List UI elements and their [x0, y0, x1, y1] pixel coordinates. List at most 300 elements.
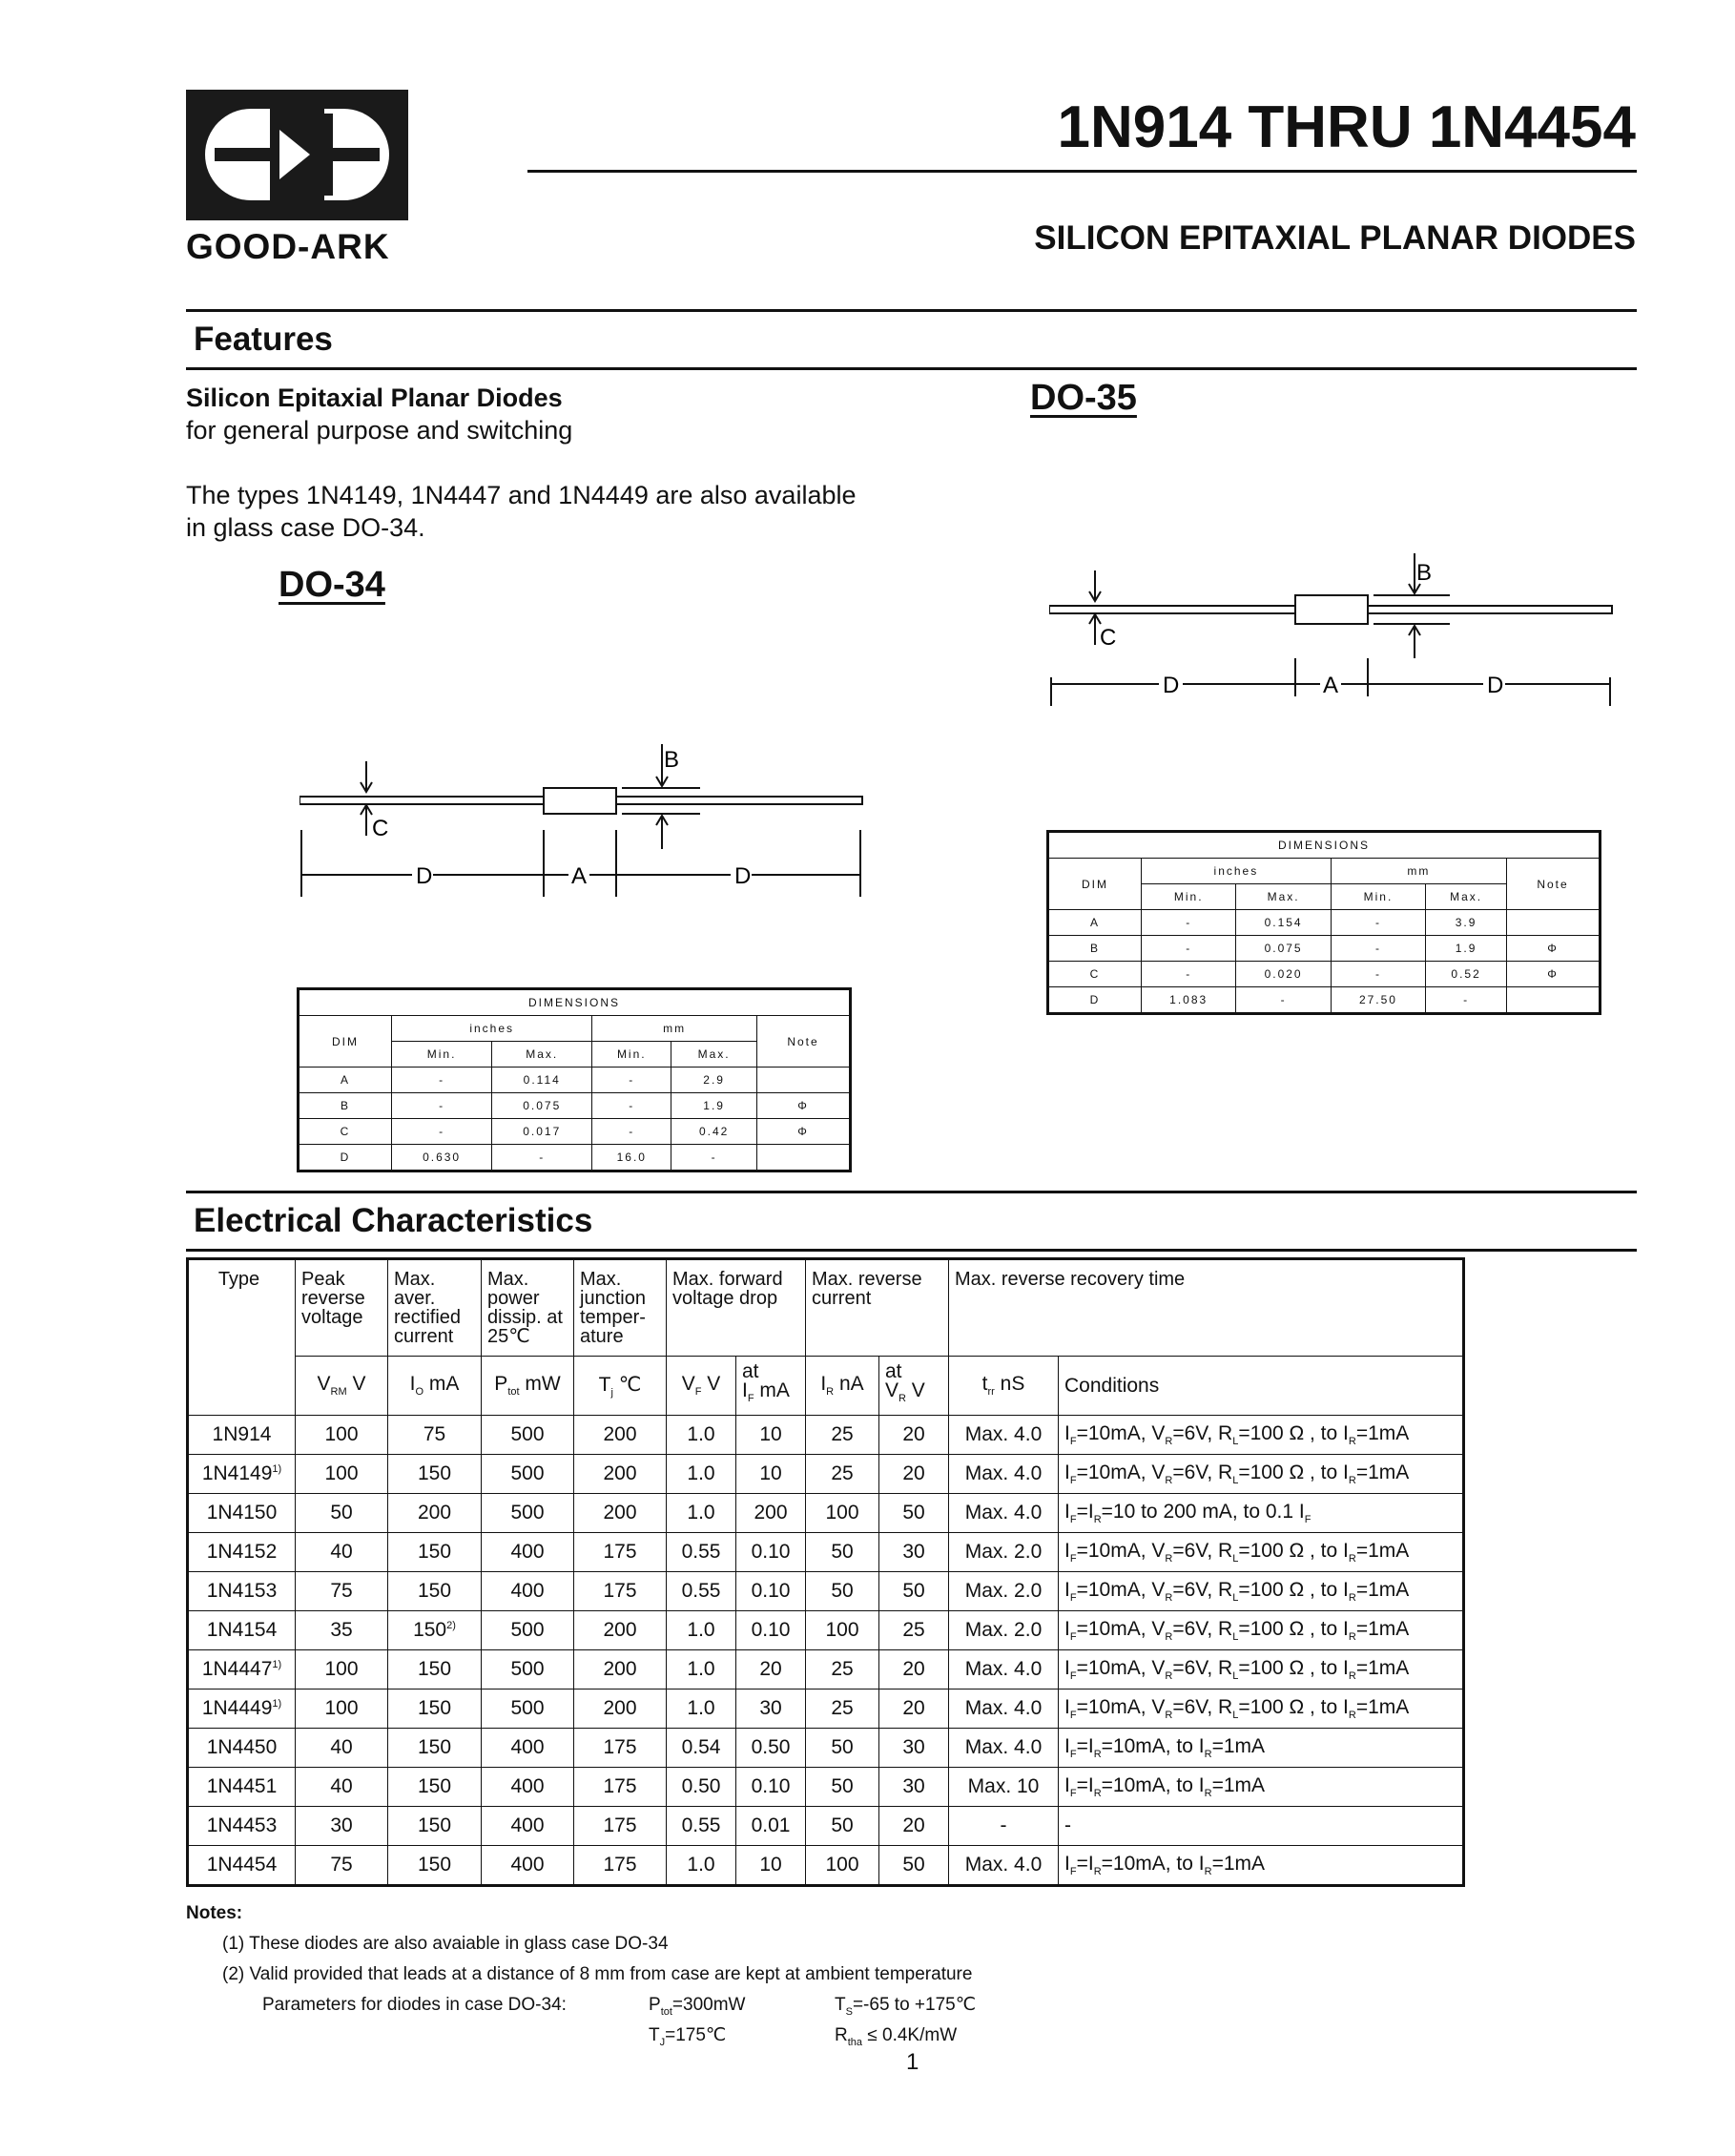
- min-header: Min.: [1331, 884, 1425, 910]
- tj-cell: 200: [574, 1494, 667, 1533]
- dim-cell: -: [592, 1093, 671, 1119]
- dim-cell: 0.017: [492, 1119, 592, 1145]
- max-header: Max.: [1426, 884, 1507, 910]
- type-name: 1N4454: [206, 1854, 278, 1876]
- divider: [527, 170, 1637, 173]
- io-value: 150: [417, 1854, 452, 1876]
- ir-cell: 100: [806, 1494, 879, 1533]
- trr-header: Max. reverse recovery time: [949, 1259, 1464, 1357]
- vf-header: Max. forward voltage drop: [667, 1259, 806, 1357]
- features-line1: Silicon Epitaxial Planar Diodes: [186, 384, 563, 412]
- note-2: (2) Valid provided that leads at a distance of 8 mm from case are kept at ambient temperature: [222, 1964, 973, 1984]
- tj-cell: 175: [574, 1572, 667, 1611]
- dim-cell: -: [1331, 936, 1425, 962]
- if-cell: 0.50: [736, 1729, 806, 1768]
- max-header: Max.: [492, 1042, 592, 1068]
- io-cell: [388, 1650, 482, 1690]
- params-label: Parameters for diodes in case DO-34:: [262, 1995, 567, 2015]
- io-cell: [388, 1455, 482, 1494]
- tj-cell: 200: [574, 1690, 667, 1729]
- dim-cell: [1507, 987, 1601, 1014]
- vrm-unit: $V_{RM}$ V: [296, 1357, 388, 1416]
- dim-cell: 0.075: [1236, 936, 1331, 962]
- dim-cell: B: [1048, 936, 1142, 962]
- table-row: [188, 1494, 1464, 1533]
- type-name: 1N914: [212, 1423, 272, 1445]
- ir-cell: 50: [806, 1807, 879, 1846]
- vr-unit: at $V_R$ V: [879, 1357, 949, 1416]
- footnote-ref: 1): [272, 1659, 282, 1670]
- inches-header: inches: [1142, 859, 1332, 884]
- dim-b-label: B: [1416, 560, 1433, 586]
- type-name: 1N4450: [206, 1736, 278, 1758]
- type-name: 1N4154: [206, 1619, 278, 1641]
- dim-c-label: C: [372, 816, 389, 841]
- dimensions-title: DIMENSIONS: [299, 989, 851, 1016]
- vrm-cell: 100: [296, 1690, 388, 1729]
- type-name: 1N4149: [201, 1462, 273, 1484]
- dim-cell: -: [1142, 936, 1236, 962]
- table-row: [188, 1729, 1464, 1768]
- table-row: [188, 1455, 1464, 1494]
- ptot-cell: 500: [482, 1690, 574, 1729]
- if-cell: 200: [736, 1494, 806, 1533]
- vr-cell: 30: [879, 1533, 949, 1572]
- conditions-cell: $I_F=I_R=10mA$, to $I_R=1mA$: [1059, 1768, 1464, 1807]
- vrm-cell: 30: [296, 1807, 388, 1846]
- ptot-cell: 400: [482, 1846, 574, 1886]
- io-header: Max. aver. rectified current: [388, 1259, 482, 1357]
- vf-unit: $V_F$ V: [667, 1357, 736, 1416]
- ptot-header: Max. power dissip. at 25℃: [482, 1259, 574, 1357]
- io-value: 150: [417, 1736, 452, 1758]
- trr-cell: Max. 2.0: [949, 1533, 1059, 1572]
- notes-heading: Notes:: [186, 1903, 243, 1923]
- vrm-cell: 50: [296, 1494, 388, 1533]
- divider: [186, 367, 1637, 370]
- ptot-cell: 500: [482, 1650, 574, 1690]
- ir-cell: 25: [806, 1690, 879, 1729]
- vrm-cell: 75: [296, 1846, 388, 1886]
- io-cell: [388, 1416, 482, 1455]
- dim-cell: 1.9: [671, 1093, 757, 1119]
- ir-cell: 50: [806, 1572, 879, 1611]
- do34-dimensions-table: [297, 987, 852, 1172]
- ptot-cell: 400: [482, 1572, 574, 1611]
- conditions-cell: $I_F=10mA$, $V_R=6V$, $R_L=100$ Ω , to $I_R=1mA$: [1059, 1650, 1464, 1690]
- vrm-cell: 35: [296, 1611, 388, 1650]
- footnote-ref: 2): [446, 1620, 456, 1631]
- dim-cell: A: [299, 1068, 392, 1093]
- ir-cell: 25: [806, 1650, 879, 1690]
- vf-cell: 1.0: [667, 1611, 736, 1650]
- io-cell: [388, 1572, 482, 1611]
- if-cell: 10: [736, 1416, 806, 1455]
- table-row: [188, 1533, 1464, 1572]
- type-cell: [188, 1455, 296, 1494]
- if-cell: 0.10: [736, 1611, 806, 1650]
- tj-cell: 175: [574, 1729, 667, 1768]
- dim-cell: 0.075: [492, 1093, 592, 1119]
- type-name: 1N4153: [206, 1580, 278, 1602]
- tj-cell: 175: [574, 1768, 667, 1807]
- vr-cell: 30: [879, 1768, 949, 1807]
- if-cell: 0.10: [736, 1572, 806, 1611]
- vf-cell: 0.55: [667, 1572, 736, 1611]
- conditions-cell: $I_F=I_R=10mA$, to $I_R=1mA$: [1059, 1729, 1464, 1768]
- tj-cell: 200: [574, 1455, 667, 1494]
- dim-cell: 0.52: [1426, 962, 1507, 987]
- if-cell: 10: [736, 1455, 806, 1494]
- dim-cell: 1.083: [1142, 987, 1236, 1014]
- table-row: [188, 1690, 1464, 1729]
- dim-cell: C: [299, 1119, 392, 1145]
- dim-cell: [1507, 910, 1601, 936]
- dim-row: [299, 1093, 851, 1119]
- conditions-cell: $I_F=10mA$, $V_R=6V$, $R_L=100$ Ω , to $I_R=1mA$: [1059, 1533, 1464, 1572]
- dim-row: [299, 1068, 851, 1093]
- type-cell: [188, 1611, 296, 1650]
- tj-cell: 200: [574, 1611, 667, 1650]
- min-header: Min.: [1142, 884, 1236, 910]
- ir-unit: $I_R$ nA: [806, 1357, 879, 1416]
- io-value: 150: [417, 1580, 452, 1602]
- param-ptot: $P_{tot}=300mW$: [649, 1995, 746, 2018]
- conditions-cell: $I_F=10mA$, $V_R=6V$, $R_L=100$ Ω , to $I_R=1mA$: [1059, 1455, 1464, 1494]
- type-cell: [188, 1768, 296, 1807]
- dim-cell: -: [592, 1068, 671, 1093]
- note-header: Note: [1507, 859, 1601, 910]
- type-cell: [188, 1416, 296, 1455]
- dim-d-label: D: [734, 863, 752, 889]
- io-value: 150: [417, 1697, 452, 1719]
- dim-cell: 0.630: [392, 1145, 492, 1171]
- ptot-cell: 500: [482, 1611, 574, 1650]
- table-row: [188, 1807, 1464, 1846]
- do34-outline-diagram: [299, 744, 872, 906]
- dim-cell: A: [1048, 910, 1142, 936]
- inches-header: inches: [392, 1016, 592, 1042]
- type-name: 1N4150: [206, 1502, 278, 1524]
- mm-header: mm: [592, 1016, 757, 1042]
- param-ts: $T_S=-65$ to +175℃: [835, 1995, 977, 2018]
- table-row: [188, 1846, 1464, 1886]
- vrm-header: Peak reverse voltage: [296, 1259, 388, 1357]
- vr-cell: 50: [879, 1846, 949, 1886]
- dim-cell: -: [1236, 987, 1331, 1014]
- if-unit: at $I_F$ mA: [736, 1357, 806, 1416]
- tj-unit: $T_j$ ℃: [574, 1357, 667, 1416]
- min-header: Min.: [592, 1042, 671, 1068]
- vr-cell: 20: [879, 1807, 949, 1846]
- tj-cell: 175: [574, 1807, 667, 1846]
- ir-cell: 25: [806, 1455, 879, 1494]
- vf-cell: 1.0: [667, 1416, 736, 1455]
- ir-cell: 25: [806, 1416, 879, 1455]
- if-cell: 0.10: [736, 1768, 806, 1807]
- vf-cell: 0.55: [667, 1807, 736, 1846]
- vr-cell: 50: [879, 1572, 949, 1611]
- conditions-cell: $I_F=10mA$, $V_R=6V$, $R_L=100$ Ω , to $I_R=1mA$: [1059, 1572, 1464, 1611]
- dim-cell: 0.020: [1236, 962, 1331, 987]
- trr-cell: Max. 10: [949, 1768, 1059, 1807]
- io-cell: [388, 1611, 482, 1650]
- dim-cell: -: [492, 1145, 592, 1171]
- ir-cell: 50: [806, 1729, 879, 1768]
- vrm-cell: 40: [296, 1729, 388, 1768]
- io-unit: $I_O$ mA: [388, 1357, 482, 1416]
- dim-cell: -: [1331, 962, 1425, 987]
- do34-dim-rows: [299, 1068, 851, 1171]
- dim-cell: 16.0: [592, 1145, 671, 1171]
- conditions-cell: $I_F=10mA$, $V_R=6V$, $R_L=100$ Ω , to $I_R=1mA$: [1059, 1611, 1464, 1650]
- dim-cell: Φ: [1507, 962, 1601, 987]
- dim-cell: Φ: [757, 1093, 851, 1119]
- io-value: 75: [423, 1423, 446, 1445]
- ptot-cell: 500: [482, 1494, 574, 1533]
- dim-cell: -: [1142, 910, 1236, 936]
- trr-unit: $t_{rr}$ nS: [949, 1357, 1059, 1416]
- io-cell: [388, 1846, 482, 1886]
- table-row: [188, 1768, 1464, 1807]
- do35-outline-diagram: [1049, 553, 1621, 715]
- vr-cell: 20: [879, 1650, 949, 1690]
- dim-d-label: D: [416, 863, 433, 889]
- io-cell: [388, 1494, 482, 1533]
- type-cell: [188, 1807, 296, 1846]
- io-value: 200: [417, 1502, 452, 1524]
- vrm-cell: 100: [296, 1650, 388, 1690]
- dim-cell: 27.50: [1331, 987, 1425, 1014]
- vr-cell: 30: [879, 1729, 949, 1768]
- type-name: 1N4449: [201, 1697, 273, 1719]
- ptot-cell: 400: [482, 1533, 574, 1572]
- dim-cell: [757, 1145, 851, 1171]
- electrical-rows: [188, 1416, 1464, 1886]
- if-cell: 30: [736, 1690, 806, 1729]
- dim-cell: 1.9: [1426, 936, 1507, 962]
- io-value: 150: [417, 1541, 452, 1563]
- conditions-header: Conditions: [1059, 1357, 1464, 1416]
- do35-label: DO-35: [1030, 378, 1137, 418]
- min-header: Min.: [392, 1042, 492, 1068]
- if-cell: 0.01: [736, 1807, 806, 1846]
- divider: [186, 1191, 1637, 1193]
- conditions-cell: $I_F=10mA$, $V_R=6V$, $R_L=100$ Ω , to $I_R=1mA$: [1059, 1690, 1464, 1729]
- dim-cell: 0.114: [492, 1068, 592, 1093]
- type-name: 1N4152: [206, 1541, 278, 1563]
- vr-cell: 25: [879, 1611, 949, 1650]
- io-cell: [388, 1690, 482, 1729]
- conditions-cell: $I_F=10mA$, $V_R=6V$, $R_L=100$ Ω , to $I_R=1mA$: [1059, 1416, 1464, 1455]
- tj-cell: 175: [574, 1533, 667, 1572]
- trr-cell: Max. 4.0: [949, 1650, 1059, 1690]
- logo: [186, 90, 408, 220]
- ptot-cell: 400: [482, 1807, 574, 1846]
- trr-cell: Max. 4.0: [949, 1846, 1059, 1886]
- note-1: (1) These diodes are also avaiable in glass case DO-34: [222, 1934, 669, 1954]
- dim-b-label: B: [664, 747, 680, 773]
- table-row: [188, 1572, 1464, 1611]
- ptot-cell: 500: [482, 1416, 574, 1455]
- vf-cell: 1.0: [667, 1846, 736, 1886]
- io-cell: [388, 1533, 482, 1572]
- if-cell: 10: [736, 1846, 806, 1886]
- conditions-cell: $I_F=I_R=10mA$, to $I_R=1mA$: [1059, 1846, 1464, 1886]
- vrm-cell: 40: [296, 1533, 388, 1572]
- vf-cell: 1.0: [667, 1690, 736, 1729]
- dim-cell: -: [592, 1119, 671, 1145]
- notes: [186, 1898, 1521, 2051]
- mm-header: mm: [1331, 859, 1506, 884]
- type-name: 1N4453: [206, 1814, 278, 1836]
- io-cell: [388, 1768, 482, 1807]
- type-cell: [188, 1533, 296, 1572]
- param-tj: $T_J=175℃$: [649, 2025, 727, 2048]
- table-row: [188, 1611, 1464, 1650]
- type-header: Type: [188, 1259, 296, 1416]
- type-cell: [188, 1690, 296, 1729]
- io-value: 150: [417, 1814, 452, 1836]
- vrm-cell: 100: [296, 1455, 388, 1494]
- tj-cell: 175: [574, 1846, 667, 1886]
- io-cell: [388, 1729, 482, 1768]
- dim-cell: 2.9: [671, 1068, 757, 1093]
- note-header: Note: [757, 1016, 851, 1068]
- dim-cell: Φ: [1507, 936, 1601, 962]
- param-rth: $R_{tha} \le 0.4K/mW$: [835, 2025, 958, 2048]
- trr-cell: Max. 4.0: [949, 1494, 1059, 1533]
- type-cell: [188, 1846, 296, 1886]
- vr-cell: 20: [879, 1416, 949, 1455]
- vr-cell: 50: [879, 1494, 949, 1533]
- ir-cell: 50: [806, 1533, 879, 1572]
- dim-cell: -: [671, 1145, 757, 1171]
- if-cell: 0.10: [736, 1533, 806, 1572]
- dim-cell: -: [1331, 910, 1425, 936]
- vf-cell: 0.54: [667, 1729, 736, 1768]
- io-cell: [388, 1807, 482, 1846]
- do34-label: DO-34: [279, 565, 385, 605]
- conditions-cell: -: [1059, 1807, 1464, 1846]
- ptot-unit: $P_{tot}$ mW: [482, 1357, 574, 1416]
- vf-cell: 1.0: [667, 1455, 736, 1494]
- tj-cell: 200: [574, 1650, 667, 1690]
- dim-row: [1048, 910, 1601, 936]
- ir-cell: 100: [806, 1611, 879, 1650]
- dim-cell: B: [299, 1093, 392, 1119]
- trr-cell: Max. 4.0: [949, 1455, 1059, 1494]
- io-value: 150: [417, 1462, 452, 1484]
- io-value: 150: [413, 1619, 447, 1641]
- divider: [186, 309, 1637, 312]
- dim-cell: -: [392, 1093, 492, 1119]
- dim-a-label: A: [571, 863, 588, 889]
- vrm-cell: 100: [296, 1416, 388, 1455]
- features-line4: in glass case DO-34.: [186, 513, 425, 542]
- ir-cell: 100: [806, 1846, 879, 1886]
- table-row: [188, 1650, 1464, 1690]
- trr-cell: Max. 4.0: [949, 1729, 1059, 1768]
- ptot-cell: 400: [482, 1768, 574, 1807]
- dim-cell: 0.154: [1236, 910, 1331, 936]
- dim-row: [1048, 936, 1601, 962]
- max-header: Max.: [671, 1042, 757, 1068]
- dim-cell: [757, 1068, 851, 1093]
- type-name: 1N4447: [201, 1658, 273, 1680]
- ptot-cell: 500: [482, 1455, 574, 1494]
- tj-cell: 200: [574, 1416, 667, 1455]
- table-row: [188, 1416, 1464, 1455]
- electrical-characteristics-table: [186, 1257, 1465, 1887]
- divider: [186, 1249, 1637, 1252]
- dim-cell: 0.42: [671, 1119, 757, 1145]
- vf-cell: 1.0: [667, 1494, 736, 1533]
- footnote-ref: 1): [272, 1698, 282, 1710]
- dim-header: DIM: [299, 1016, 392, 1068]
- diode-logo-icon: [186, 90, 408, 220]
- dim-c-label: C: [1100, 625, 1117, 651]
- trr-cell: Max. 4.0: [949, 1416, 1059, 1455]
- max-header: Max.: [1236, 884, 1331, 910]
- page-title: 1N914 THRU 1N4454: [1057, 94, 1636, 160]
- do35-dim-rows: [1048, 910, 1601, 1014]
- dim-header: DIM: [1048, 859, 1142, 910]
- dim-d-label: D: [1487, 673, 1504, 698]
- vr-cell: 20: [879, 1455, 949, 1494]
- trr-cell: -: [949, 1807, 1059, 1846]
- electrical-heading: Electrical Characteristics: [194, 1202, 593, 1239]
- do35-dimensions-table: [1046, 830, 1601, 1015]
- dim-row: [1048, 962, 1601, 987]
- features-heading: Features: [194, 321, 333, 358]
- vrm-cell: 75: [296, 1572, 388, 1611]
- trr-cell: Max. 4.0: [949, 1690, 1059, 1729]
- vrm-cell: 40: [296, 1768, 388, 1807]
- type-cell: [188, 1650, 296, 1690]
- io-value: 150: [417, 1658, 452, 1680]
- dim-cell: -: [392, 1119, 492, 1145]
- page-subtitle: SILICON EPITAXIAL PLANAR DIODES: [1034, 219, 1636, 257]
- dim-cell: C: [1048, 962, 1142, 987]
- if-cell: 20: [736, 1650, 806, 1690]
- type-cell: [188, 1729, 296, 1768]
- dim-cell: -: [1142, 962, 1236, 987]
- dimensions-title: DIMENSIONS: [1048, 832, 1601, 859]
- type-cell: [188, 1494, 296, 1533]
- dim-row: [299, 1145, 851, 1171]
- features-line2: for general purpose and switching: [186, 416, 573, 445]
- vf-cell: 0.50: [667, 1768, 736, 1807]
- conditions-cell: $I_F=I_R=10$ to 200 mA, to 0.1 $I_F$: [1059, 1494, 1464, 1533]
- dim-cell: Φ: [757, 1119, 851, 1145]
- dim-cell: D: [1048, 987, 1142, 1014]
- io-value: 150: [417, 1775, 452, 1797]
- dim-cell: -: [392, 1068, 492, 1093]
- ir-cell: 50: [806, 1768, 879, 1807]
- features-line3: The types 1N4149, 1N4447 and 1N4449 are also available: [186, 481, 857, 509]
- brand-name: GOOD-ARK: [186, 227, 390, 266]
- trr-cell: Max. 2.0: [949, 1611, 1059, 1650]
- dim-cell: D: [299, 1145, 392, 1171]
- dim-d-label: D: [1163, 673, 1180, 698]
- trr-cell: Max. 2.0: [949, 1572, 1059, 1611]
- dim-cell: -: [1426, 987, 1507, 1014]
- type-name: 1N4451: [206, 1775, 278, 1797]
- page-number: 1: [906, 2049, 919, 2075]
- dim-a-label: A: [1323, 673, 1339, 698]
- type-cell: [188, 1572, 296, 1611]
